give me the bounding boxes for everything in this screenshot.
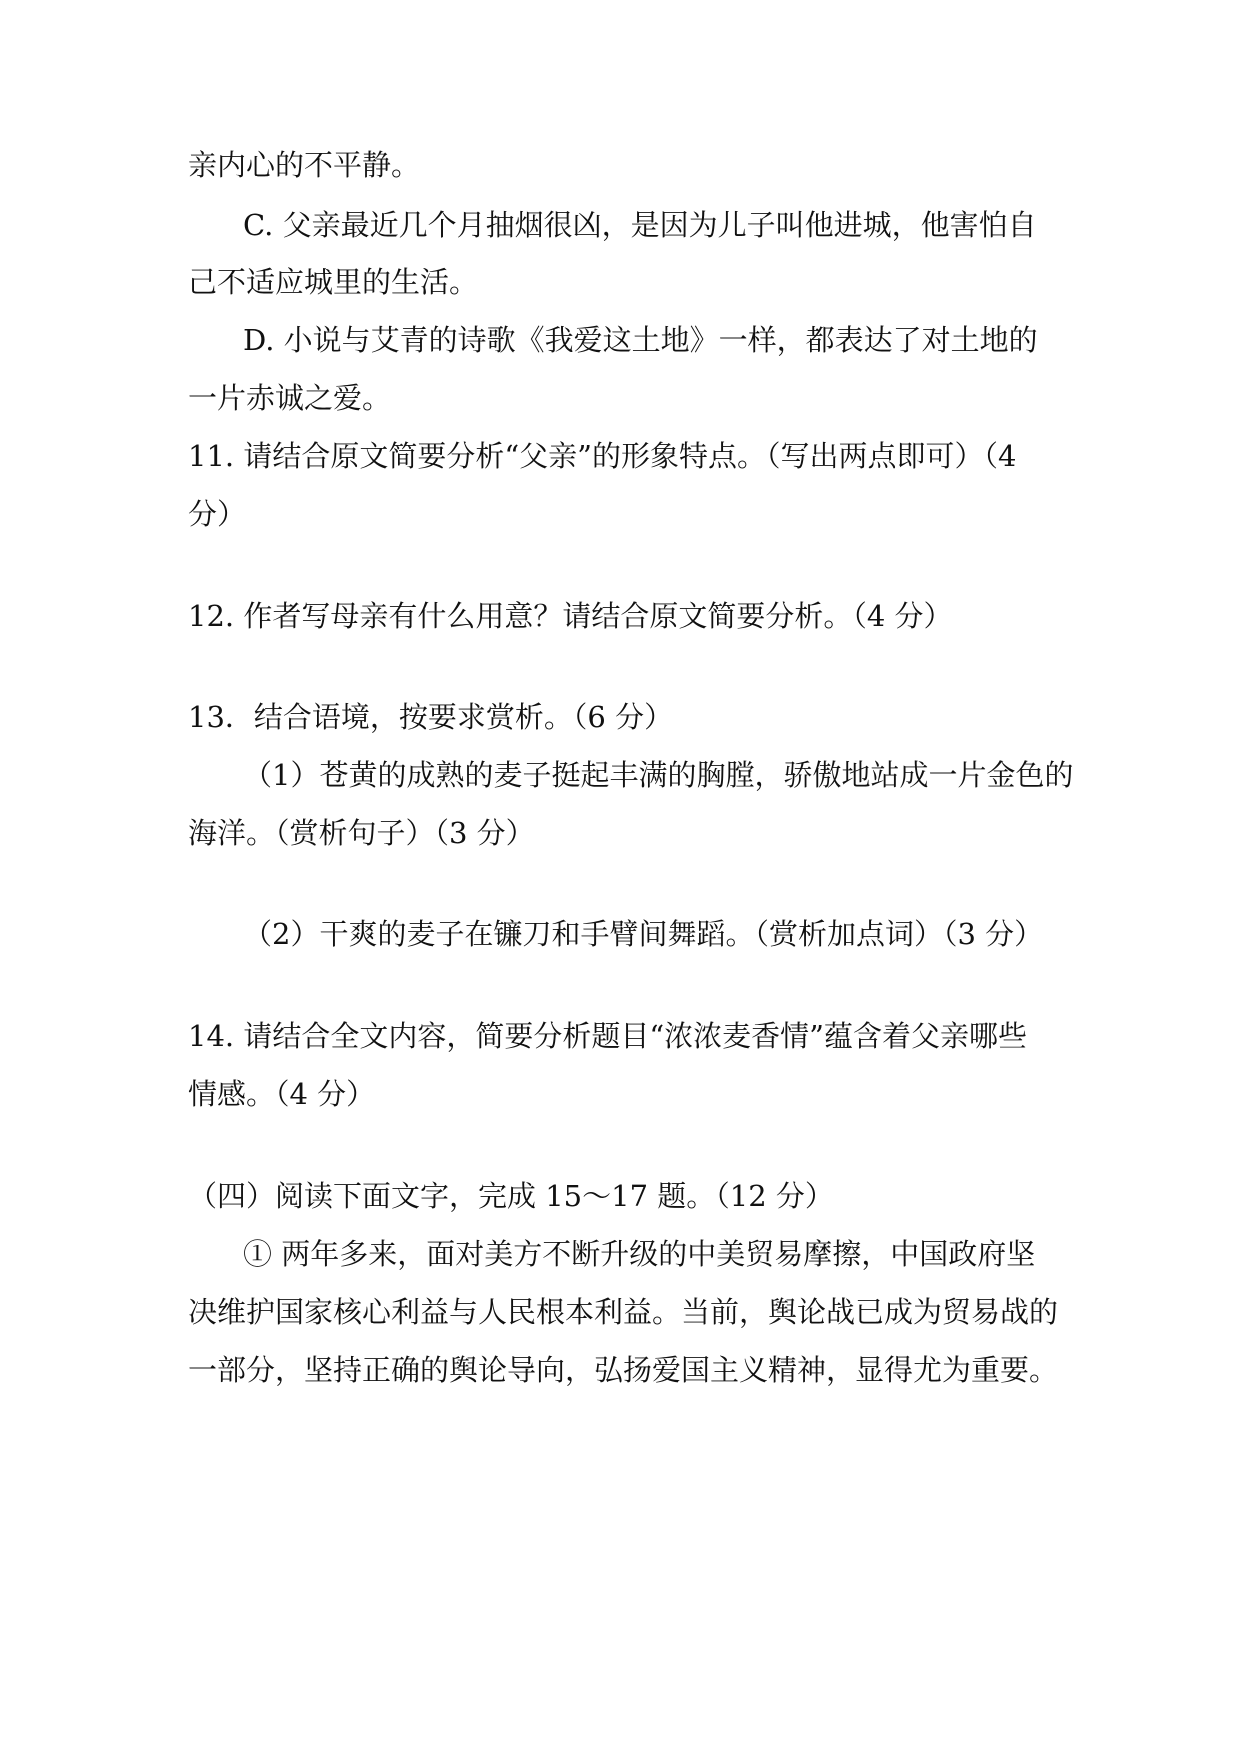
text-line: 分） — [188, 497, 247, 531]
question-11: 11. 请结合原文简要分析“父亲”的形象特点。（写出两点即可）（4 — [188, 439, 1017, 473]
text-line: 决维护国家核心利益与人民根本利益。当前，舆论战已成为贸易战的 — [188, 1295, 1059, 1329]
text-line: 己不适应城里的生活。 — [188, 265, 479, 299]
text-line: 情感。（4 分） — [188, 1077, 376, 1111]
question-14: 14. 请结合全文内容，简要分析题目“浓浓麦香情”蕴含着父亲哪些 — [188, 1019, 1027, 1053]
text-line: 亲内心的不平静。 — [188, 148, 421, 182]
option-c: C. 父亲最近几个月抽烟很凶，是因为儿子叫他进城，他害怕自 — [243, 208, 1037, 242]
question-13: 13．结合语境，按要求赏析。（6 分） — [188, 700, 674, 734]
question-12: 12. 作者写母亲有什么用意？请结合原文简要分析。（4 分） — [188, 599, 953, 633]
text-line: 海洋。（赏析句子）（3 分） — [188, 816, 535, 850]
option-d: D. 小说与艾青的诗歌《我爱这土地》一样，都表达了对土地的 — [243, 323, 1038, 357]
paragraph-1: ① 两年多来，面对美方不断升级的中美贸易摩擦，中国政府坚 — [243, 1237, 1036, 1271]
text-line: 一片赤诚之爱。 — [188, 381, 392, 415]
text-line: 一部分，坚持正确的舆论导向，弘扬爱国主义精神，显得尤为重要。 — [188, 1353, 1059, 1387]
section-heading: （四）阅读下面文字，完成 15～17 题。（12 分） — [188, 1179, 834, 1213]
question-13-part-1: （1）苍黄的成熟的麦子挺起丰满的胸膛，骄傲地站成一片金色的 — [243, 758, 1074, 792]
question-13-part-2: （2）干爽的麦子在镰刀和手臂间舞蹈。（赏析加点词）（3 分） — [243, 917, 1044, 951]
